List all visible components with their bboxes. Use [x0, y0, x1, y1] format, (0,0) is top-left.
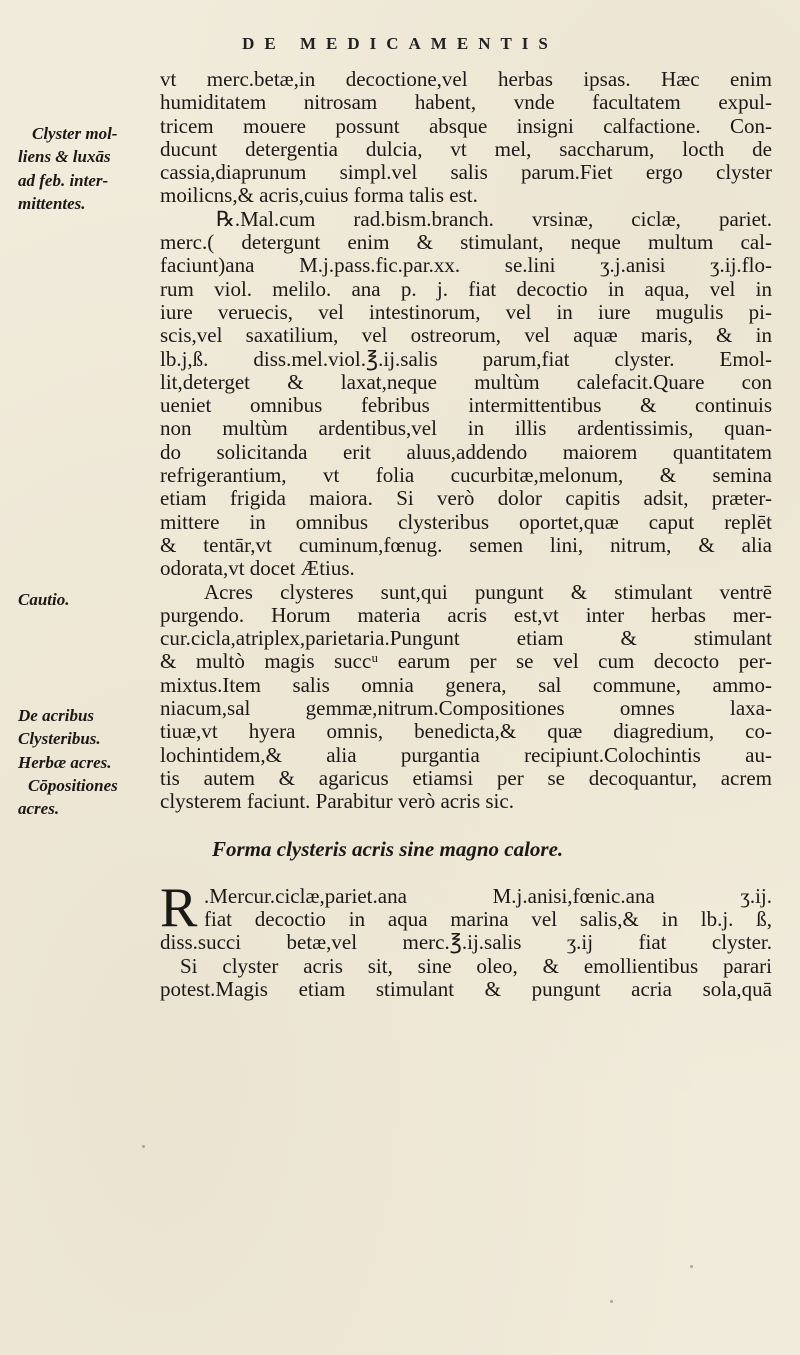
text-line: & tentār,vt cuminum,fœnug. semen lini, nitrum, & alia: [160, 533, 772, 557]
running-header: DE MEDICAMENTIS: [242, 34, 558, 53]
margin-note-line: Herbæ acres.: [18, 752, 112, 772]
text-line: odorata,vt docet Ætius.: [160, 557, 355, 581]
text-line: merc.( detergunt enim & stimulant, neque multum cal-: [160, 231, 772, 255]
text-line: iure veruecis, vel intestinorum, vel in iure mugulis pi-: [160, 300, 772, 324]
ink-speck: [690, 1265, 693, 1268]
text-line: faciunt)ana M.j.pass.fic.par.xx. se.lini ʒ.j.anisi ʒ.ij.flo-: [160, 254, 772, 278]
recipe-line: diss.succi betæ,vel merc.℥.ij.salis ʒ.ij fiat clyster.: [160, 931, 772, 955]
recipe-line: potest.Magis etiam stimulant & pungunt acria sola,quā: [160, 977, 772, 1001]
text-line: vt merc.betæ,in decoctione,vel herbas ipsas. Hæc enim: [160, 68, 772, 91]
text-line: humiditatem nitrosam habent, vnde facultatem expul-: [160, 91, 772, 115]
text-line: Acres clysteres sunt,qui pungunt & stimulant ventrē: [204, 580, 772, 604]
margin-note-de-acribus: [18, 704, 163, 820]
text-line: mittere in omnibus clysteribus oportet,quæ caput replēt: [160, 510, 772, 534]
text-line: moilicns,& acris,cuius forma talis est.: [160, 184, 478, 208]
text-line: lb.j,ß. diss.mel.viol.℥.ij.salis parum,fiat clyster. Emol-: [160, 347, 772, 371]
text-line: ℞.Mal.cum rad.bism.branch. vrsinæ, ciclæ, pariet.: [216, 207, 772, 231]
recipe-line-text: .Mercur.ciclæ,pariet.ana M.j.anisi,fœnic.ana ʒ.ij.: [204, 883, 772, 908]
drop-cap: R: [160, 876, 198, 939]
text-line: mixtus.Item salis omnia genera, sal commune, ammo-: [160, 673, 772, 697]
margin-note-clyster-molliens: [18, 122, 163, 215]
text-line: lit,deterget & laxat,neque multùm calefacit.Quare con: [160, 370, 772, 394]
text-line: niacum,sal gemmæ,nitrum.Compositiones omnes laxa-: [160, 697, 772, 721]
text-line: non multùm ardentibus,vel in illis ardentissimis, quan-: [160, 417, 772, 441]
text-line: purgendo. Horum materia acris est,vt inter herbas mer-: [160, 603, 772, 627]
text-line: scis,vel saxatilium, vel ostreorum, vel aquæ maris, & in: [160, 324, 772, 348]
margin-note-line: Cautio.: [18, 590, 70, 609]
text-line: ducunt detergentia dulcia, vt mel, saccharum, locth de: [160, 137, 772, 161]
margin-note-cautio: [18, 588, 163, 611]
text-line: tricem mouere possunt absque insigni calfactione. Con-: [160, 114, 772, 138]
margin-note-line: acres.: [18, 799, 60, 819]
text-line: do solicitanda erit aluus,addendo maiorem quantitatem: [160, 440, 772, 464]
text-line: clysterem faciunt. Parabitur verò acris sic.: [160, 790, 514, 814]
section-spacer: [160, 861, 772, 885]
ink-speck: [142, 1145, 145, 1148]
recipe-line: Si clyster acris sit, sine oleo, & emollientibus parari: [180, 954, 772, 978]
text-line: etiam frigida maiora. Si verò dolor capitis adsit, præter-: [160, 487, 772, 511]
margin-note-line: ad feb. inter-: [18, 170, 109, 190]
text-line: ueniet omnibus febribus intermittentibus & continuis: [160, 394, 772, 418]
section-title: Forma clysteris acris sine magno calore.: [212, 836, 564, 861]
main-text-column: [160, 68, 772, 1001]
margin-note-line: liens & luxās: [18, 147, 111, 167]
margin-note-line: Clysteribus.: [18, 729, 101, 749]
section-spacer: [160, 814, 772, 838]
ink-speck: [610, 1300, 613, 1303]
margin-note-line: Cōpositiones: [28, 775, 118, 795]
text-line: cur.cicla,atriplex,parietaria.Pungunt etiam & stimulant: [160, 627, 772, 651]
recipe-line-text: fiat decoctio in aqua marina vel salis,& in lb.j. ß,: [204, 907, 772, 932]
margin-note-line: mittentes.: [18, 193, 86, 213]
text-line: & multò magis succᵘ earum per se vel cum decocto per-: [160, 650, 772, 674]
margin-note-line: De acribus: [18, 706, 95, 725]
text-line: tiuæ,vt hyera omnis, benedicta,& quæ diagredium, co-: [160, 720, 772, 744]
text-line: rum viol. melilo. ana p. j. fiat decoctio in aqua, vel in: [160, 277, 772, 301]
text-line: tis autem & agaricus etiamsi per se decoquantur, acrem: [160, 766, 772, 790]
text-line: lochintidem,& alia purgantia recipiunt.Colochintis au-: [160, 743, 772, 767]
recipe-line: [160, 908, 772, 931]
margin-note-line: Clyster mol-: [32, 124, 118, 143]
text-line: refrigerantium, vt folia cucurbitæ,melonum, & semina: [160, 464, 772, 488]
text-line: cassia,diaprunum simpl.vel salis parum.Fiet ergo clyster: [160, 161, 772, 185]
